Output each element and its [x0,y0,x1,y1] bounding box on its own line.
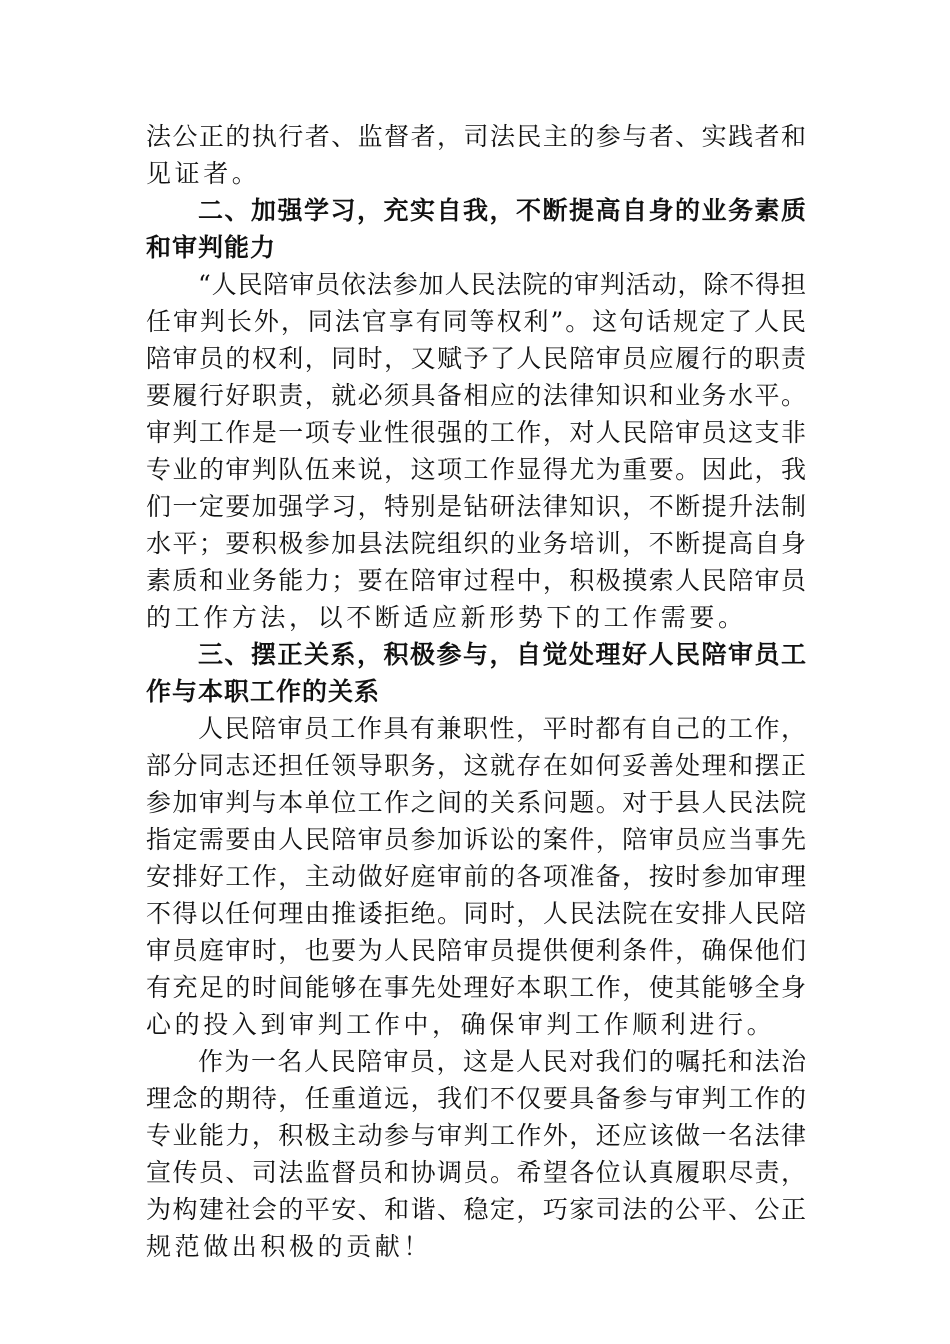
heading-line: 三、摆正关系，积极参与，自觉处理好人民陪审员工 [198,640,806,669]
paragraph-continuation [146,118,806,192]
text-line: 人民陪审员工作具有兼职性，平时都有自己的工作， [198,714,806,743]
text-line: 规范做出积极的贡献！ [146,1232,433,1261]
paragraph-learning [146,266,806,636]
text-line: 任审判长外，同法官享有同等权利”。这句话规定了人民 [146,307,806,336]
text-line: 的工作方法，以不断适应新形势下的工作需要。 [146,603,747,632]
text-line: 参加审判与本单位工作之间的关系问题。对于县人民法院 [146,788,806,817]
text-line: 为构建社会的平安、和谐、稳定，巧家司法的公平、公正 [146,1195,806,1224]
text-line: “人民陪审员依法参加人民法院的审判活动，除不得担 [198,270,806,299]
text-line: 要履行好职责，就必须具备相应的法律知识和业务水平。 [146,381,806,410]
text-line: 安排好工作，主动做好庭审前的各项准备，按时参加审理 [146,862,806,891]
text-line: 见证者。 [146,159,261,188]
text-line: 部分同志还担任领导职务，这就存在如何妥善处理和摆正 [146,751,806,780]
text-line: 专业能力，积极主动参与审判工作外，还应该做一名法律 [146,1121,806,1150]
document-page [146,118,806,1265]
heading-line: 作与本职工作的关系 [146,677,381,706]
text-line: 作为一名人民陪审员，这是人民对我们的嘱托和法治 [198,1047,806,1076]
paragraph-conclusion [146,1043,806,1265]
text-line: 水平；要积极参加县法院组织的业务培训，不断提高自身 [146,529,806,558]
text-line: 陪审员的权利，同时，又赋予了人民陪审员应履行的职责 [146,344,806,373]
text-line: 专业的审判队伍来说，这项工作显得尤为重要。因此，我 [146,455,806,484]
text-line: 指定需要由人民陪审员参加诉讼的案件，陪审员应当事先 [146,825,806,854]
text-line: 审员庭审时，也要为人民陪审员提供便利条件，确保他们 [146,936,806,965]
text-line: 不得以任何理由推诿拒绝。同时，人民法院在安排人民陪 [146,899,806,928]
section-heading-3 [146,636,806,710]
text-line: 法公正的执行者、监督者，司法民主的参与者、实践者和 [146,122,806,151]
text-line: 们一定要加强学习，特别是钻研法律知识，不断提升法制 [146,492,806,521]
text-line: 宣传员、司法监督员和协调员。希望各位认真履职尽责， [146,1158,806,1187]
text-line: 素质和业务能力；要在陪审过程中，积极摸索人民陪审员 [146,566,806,595]
text-line: 审判工作是一项专业性很强的工作，对人民陪审员这支非 [146,418,806,447]
text-line: 理念的期待，任重道远，我们不仅要具备参与审判工作的 [146,1084,806,1113]
text-line: 有充足的时间能够在事先处理好本职工作，使其能够全身 [146,973,806,1002]
paragraph-relations [146,710,806,1043]
section-heading-2 [146,192,806,266]
heading-line: 二、加强学习，充实自我，不断提高自身的业务素质 [198,196,806,225]
heading-line: 和审判能力 [146,233,277,262]
text-line: 心的投入到审判工作中，确保审判工作顺利进行。 [146,1010,776,1039]
